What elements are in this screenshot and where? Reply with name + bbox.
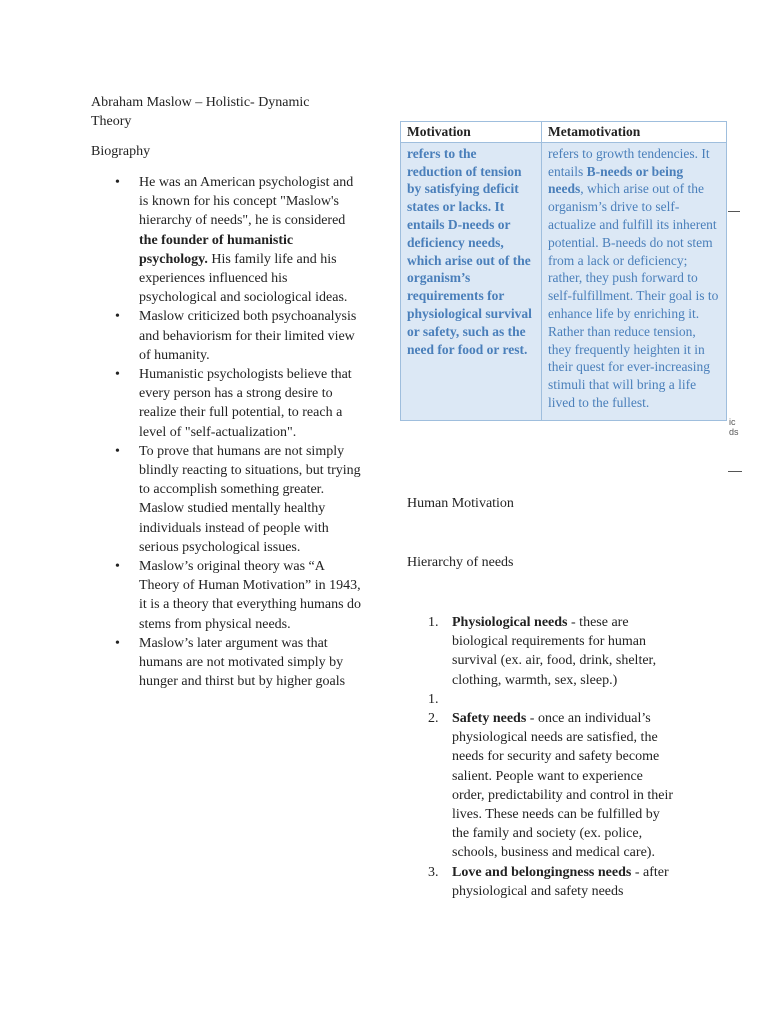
needs-list [428,613,678,901]
metamotivation-cell: refers to growth tendencies. It entails B-needs or being needs, which arise out of the organism’s drive to self-actualize and fulfill its inherent potential. B-needs do not stem from a lack or deficiency; rather, they push forward to self-fulfillment. Their goal is to enhance life by enriching it. Rather than reduce tension, they frequently heighten it in their quest for ever-increasing stimuli that will bring a life lived to the fullest. [542,142,727,420]
edge-divider [728,211,740,212]
table-header-metamotivation: Metamotivation [542,122,727,143]
motivation-table [400,121,727,421]
edge-text-fragment: ic ds [729,417,739,437]
list-item: 2. Safety needs - once an individual’s physiological needs are satisfied, the needs for security and safety become salient. People want to experience order, predictability and control in their lives. These needs can be fulfilled by the family and society (ex. police, schools, business and medical care). [428,711,674,861]
list-item: • To prove that humans are not simply blindly reacting to situations, but trying to accomplish something greater. Maslow studied mentally healthy individuals instead of people with serious psychological issues. [115,442,365,557]
list-item: • Maslow criticized both psychoanalysis and behaviorism for their limited view of humanity. [115,307,365,365]
biography-list [115,173,365,691]
motivation-cell: refers to the reduction of tension by satisfying deficit states or lacks. It entails D-needs or deficiency needs, which arise out of the organism’s requirements for physiological survival or safety, such as the need for food or rest. [401,142,542,420]
table-header-motivation: Motivation [401,122,542,143]
hierarchy-heading: Hierarchy of needs [407,555,514,570]
list-item: 1. [428,691,439,707]
list-item: 3. Love and belongingness needs - after physiological and safety needs [428,864,669,899]
page-title: Abraham Maslow – Holistic- Dynamic Theory [91,95,310,130]
biography-heading: Biography [91,144,151,159]
list-item: • Humanistic psychologists believe that every person has a strong desire to realize their full potential, to reach a level of "self-actualization". [115,365,365,442]
edge-divider [728,471,742,472]
list-item: • He was an American psychologist and is known for his concept "Maslow's hierarchy of needs", he is considered the founder of humanistic psychology. His family life and his experiences influenced his psychological and sociological ideas. [115,173,365,307]
list-item: 1. Physiological needs - these are biological requirements for human survival (ex. air, food, drink, shelter, clothing, warmth, sex, sleep.) [428,615,657,688]
human-motivation-heading: Human Motivation [407,496,514,511]
list-item: • Maslow’s original theory was “A Theory of Human Motivation” in 1943, it is a theory that everything humans do stems from physical needs. [115,557,365,634]
list-item: • Maslow’s later argument was that humans are not motivated simply by hunger and thirst but by higher goals [115,634,365,692]
